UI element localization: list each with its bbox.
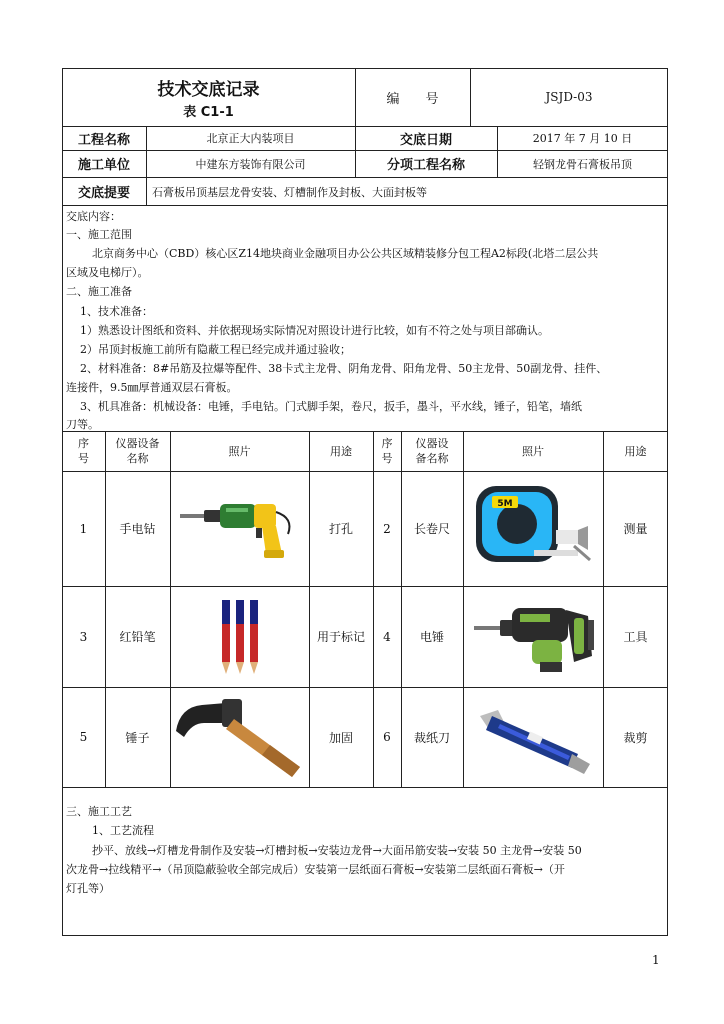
header-name-a: 仪器设备 xyxy=(115,437,160,450)
row2-use1: 用于标记 xyxy=(316,630,365,644)
header-use: 用途 xyxy=(330,444,352,458)
hammer-photo xyxy=(174,697,308,781)
date-label: 交底日期 xyxy=(399,132,452,148)
row3-no1: 5 xyxy=(79,730,88,744)
section1-line2: 区域及电梯厅）。 xyxy=(66,266,149,279)
row2-name1: 红铅笔 xyxy=(119,630,156,644)
tool-prep-line2: 刀等。 xyxy=(66,418,99,431)
header-seq2-a: 序 xyxy=(381,437,393,450)
summary-label: 交底提要 xyxy=(77,185,130,201)
date-value: 2017 年 7 月 10 日 xyxy=(532,132,633,145)
material-prep-line2: 连接件，9.5㎜厚普通双层石膏板。 xyxy=(66,381,238,394)
header-seq-b: 号 xyxy=(78,452,89,465)
project-name-value: 北京正大内装项目 xyxy=(206,132,295,145)
row3-use2: 裁剪 xyxy=(623,730,648,745)
material-prep-line1: 2、材料准备：8#吊筋及拉爆等配件、38卡式主龙骨、阴角龙骨、阳角龙骨、50主龙骨、50副龙骨、挂件、 xyxy=(80,362,608,375)
flow-title: 1、工艺流程 xyxy=(92,824,154,837)
content-intro: 交底内容： xyxy=(66,210,121,223)
section1-title: 一、施工范围 xyxy=(66,228,132,241)
section2-title: 二、施工准备 xyxy=(66,285,132,298)
red-pencil-photo xyxy=(210,596,270,678)
flow-line2: 次龙骨→拉线精平→（吊顶隐蔽验收全部完成后）安装第一层纸面石膏板→安装第二层纸面石膏板→（开 xyxy=(66,863,565,876)
header-seq-a: 序 xyxy=(78,437,89,450)
row1-no2: 2 xyxy=(383,521,391,536)
tech-prep-item2: 2）吊顶封板施工前所有隐蔽工程已经完成并通过验收； xyxy=(80,343,351,356)
subproject-label: 分项工程名称 xyxy=(386,158,465,173)
flow-line1: 抄平、放线→灯槽龙骨制作及安装→灯槽封板→安装边龙骨→大面吊筋安装→安装 50 主龙骨→安装 50 xyxy=(92,844,582,857)
tech-prep-title: 1、技术准备： xyxy=(80,305,153,318)
header-photo: 照片 xyxy=(228,444,251,458)
header-name2-a: 仪器设 xyxy=(415,437,449,450)
row1-name2: 长卷尺 xyxy=(413,522,450,536)
row1-use1: 打孔 xyxy=(328,522,353,536)
row2-name2: 电锤 xyxy=(419,630,444,644)
row3-use1: 加固 xyxy=(328,730,353,745)
row2-use2: 工具 xyxy=(623,630,648,644)
number-value: JSJD-03 xyxy=(545,90,593,104)
row3-name2: 裁纸刀 xyxy=(413,730,450,745)
tech-prep-item1: 1）熟悉设计图纸和资料、并依据现场实际情况对照设计进行比较，如有不符之处与项目部确认。 xyxy=(80,324,549,337)
hammer-drill-photo xyxy=(470,596,600,678)
header-photo2: 照片 xyxy=(522,444,544,458)
row2-no1: 3 xyxy=(79,629,88,644)
row3-name1: 锤子 xyxy=(125,730,150,745)
flow-line3: 灯孔等） xyxy=(66,882,110,895)
row2-no2: 4 xyxy=(383,629,391,644)
tool-prep-line1: 3、机具准备：机械设备：电锤，手电钻。门式脚手架，卷尺，扳手，墨斗，平水线，锤子，铅笔，墙纸 xyxy=(80,400,582,413)
drill-photo xyxy=(176,492,302,562)
unit-label: 施工单位 xyxy=(77,158,130,173)
header-seq2-b: 号 xyxy=(381,452,393,465)
section1-line1: 北京商务中心（CBD）核心区Z14地块商业金融项目办公公共区域精装修分包工程A2标段(北塔二层公共 xyxy=(92,247,599,260)
project-name-label: 工程名称 xyxy=(77,132,130,148)
number-label: 编 号 xyxy=(386,91,439,107)
tape-brand-label: 5M xyxy=(497,499,513,509)
form-title: 技术交底记录 xyxy=(157,79,260,100)
row1-use2: 测量 xyxy=(623,522,648,536)
header-use2: 用途 xyxy=(624,444,647,458)
summary-value: 石膏板吊顶基层龙骨安装、灯槽制作及封板、大面封板等 xyxy=(152,186,427,199)
section3-title: 三、施工工艺 xyxy=(66,805,132,818)
utility-knife-photo xyxy=(474,706,594,776)
tape-measure-photo xyxy=(470,476,596,580)
header-name-b: 名称 xyxy=(126,452,149,465)
page-number: 1 xyxy=(652,953,660,967)
row3-no2: 6 xyxy=(383,730,391,744)
row1-name1: 手电钻 xyxy=(119,522,156,536)
row1-no1: 1 xyxy=(79,521,88,536)
header-name2-b: 备名称 xyxy=(415,452,449,465)
form-code: 表 C1-1 xyxy=(183,104,234,120)
unit-value: 中建东方装饰有限公司 xyxy=(195,157,306,171)
subproject-value: 轻钢龙骨石膏板吊顶 xyxy=(533,157,632,171)
